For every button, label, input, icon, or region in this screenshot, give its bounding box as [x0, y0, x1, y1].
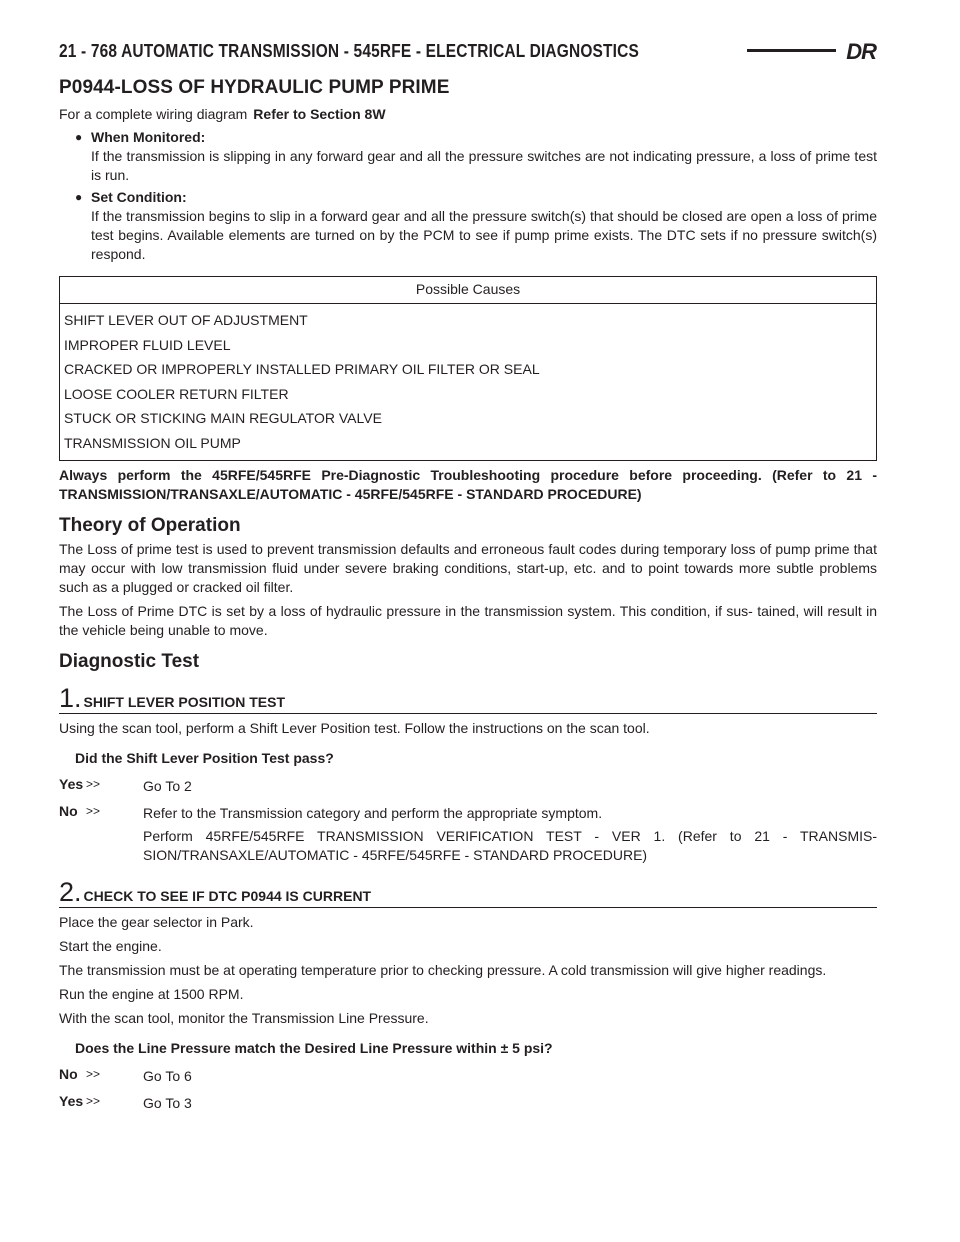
- theory-paragraph: The Loss of prime test is used to prevent transmission defaults and erroneous fault codes during temporary loss of pump prime that may occur with low transmission fluid under severe braking conditions, start-up, etc. and to point towards more subtle problems such as a plugged or cracked oil filter.: [59, 541, 877, 595]
- answer-no: [59, 1067, 877, 1086]
- bullet-heading: When Monitored:: [91, 129, 206, 145]
- header-rule: [747, 49, 836, 52]
- wiring-text: For a complete wiring diagram: [59, 106, 248, 122]
- page-header: [59, 38, 876, 64]
- bullet-text: If the transmission begins to slip in a forward gear and all the pressure switch(s) that should be closed are open a loss of prime test begins. Available elements are turned on by the PCM to see if pump prime exists. The DTC sets if no pressure switch(s) respond.: [91, 208, 877, 262]
- cause-item: TRANSMISSION OIL PUMP: [64, 434, 241, 451]
- step-instruction: Start the engine.: [59, 938, 162, 954]
- bullet-when-monitored: [59, 128, 877, 185]
- step-instruction: Place the gear selector in Park.: [59, 914, 254, 930]
- theory-paragraph: The Loss of Prime DTC is set by a loss of hydraulic pressure in the transmission system. This condition, if sus- tained, will result in the vehicle being unable to move.: [59, 603, 877, 638]
- step-label: CHECK TO SEE IF DTC P0944 IS CURRENT: [83, 888, 372, 904]
- theory-heading: Theory of Operation: [59, 515, 241, 536]
- answer-key: No: [59, 803, 78, 819]
- answer-key: Yes: [59, 776, 84, 792]
- wiring-ref-link[interactable]: Refer to Section 8W: [253, 106, 386, 122]
- page-content: [59, 78, 877, 1121]
- possible-causes-table: [59, 276, 877, 461]
- cause-item: CRACKED OR IMPROPERLY INSTALLED PRIMARY OIL FILTER OR SEAL: [64, 361, 540, 377]
- step-instruction: The transmission must be at operating temperature prior to checking pressure. A cold transmission will give higher readings.: [59, 962, 827, 978]
- step-question: Does the Line Pressure match the Desired Line Pressure within ± 5 psi?: [75, 1040, 553, 1056]
- cause-item: IMPROPER FLUID LEVEL: [64, 336, 231, 353]
- step-number: 2.: [59, 877, 82, 907]
- bullet-dot-icon: ●: [75, 190, 83, 204]
- dtc-title: P0944-LOSS OF HYDRAULIC PUMP PRIME: [59, 77, 450, 98]
- step-instruction: Run the engine at 1500 RPM.: [59, 986, 244, 1002]
- bullet-heading: Set Condition:: [91, 189, 187, 205]
- wiring-reference: [59, 105, 877, 124]
- answer-sub-action: Perform 45RFE/545RFE TRANSMISSION VERIFICATION TEST - VER 1. (Refer to 21 - TRANSMIS- SION/TRANSAXLE/AUTOMATIC - 45RFE/545RFE - STANDARD PROCEDURE): [143, 828, 877, 863]
- answer-action: Refer to the Transmission category and perform the appropriate symptom.: [143, 805, 603, 821]
- cause-item: SHIFT LEVER OUT OF ADJUSTMENT: [64, 312, 308, 328]
- step-question: Did the Shift Lever Position Test pass?: [75, 750, 334, 766]
- answer-yes: [59, 777, 877, 796]
- dr-logo: DR: [846, 39, 876, 64]
- step-header: [59, 685, 877, 714]
- step-number: 1.: [59, 683, 82, 713]
- step-instruction: Using the scan tool, perform a Shift Lever Position test. Follow the instructions on the scan tool.: [59, 720, 650, 736]
- arrow-icon: >>: [86, 777, 101, 791]
- causes-list: [60, 304, 876, 460]
- cause-item: LOOSE COOLER RETURN FILTER: [64, 385, 289, 402]
- bullet-set-condition: [59, 188, 877, 264]
- arrow-icon: >>: [86, 804, 101, 818]
- bullet-text: If the transmission is slipping in any forward gear and all the pressure switches are not indicating pressure, a loss of prime test is run.: [91, 148, 877, 183]
- answer-action[interactable]: Go To 2: [143, 778, 192, 794]
- step-instruction: With the scan tool, monitor the Transmission Line Pressure.: [59, 1010, 429, 1026]
- diagnostic-heading: Diagnostic Test: [59, 651, 200, 672]
- step-label: SHIFT LEVER POSITION TEST: [83, 694, 285, 710]
- answer-no: [59, 804, 877, 865]
- answer-action[interactable]: Go To 3: [143, 1095, 192, 1111]
- causes-heading: Possible Causes: [60, 277, 876, 304]
- cause-item: STUCK OR STICKING MAIN REGULATOR VALVE: [64, 410, 382, 426]
- answer-key: Yes: [59, 1093, 84, 1109]
- answer-yes: [59, 1094, 877, 1113]
- bullet-dot-icon: ●: [75, 130, 83, 144]
- arrow-icon: >>: [86, 1067, 101, 1081]
- running-header-title: 21 - 768 AUTOMATIC TRANSMISSION - 545RFE - ELECTRICAL DIAGNOSTICS: [59, 40, 640, 61]
- answer-key: No: [59, 1066, 78, 1082]
- pre-diagnostic-note: Always perform the 45RFE/545RFE Pre-Diagnostic Troubleshooting procedure before proceeding. (Refer to 21 - TRANSMISSION/TRANSAXLE/AUTOMATIC - 45RFE/545RFE - STANDARD PROCEDURE): [59, 467, 877, 502]
- step-header: [59, 879, 877, 908]
- arrow-icon: >>: [86, 1094, 101, 1108]
- answer-action[interactable]: Go To 6: [143, 1068, 192, 1084]
